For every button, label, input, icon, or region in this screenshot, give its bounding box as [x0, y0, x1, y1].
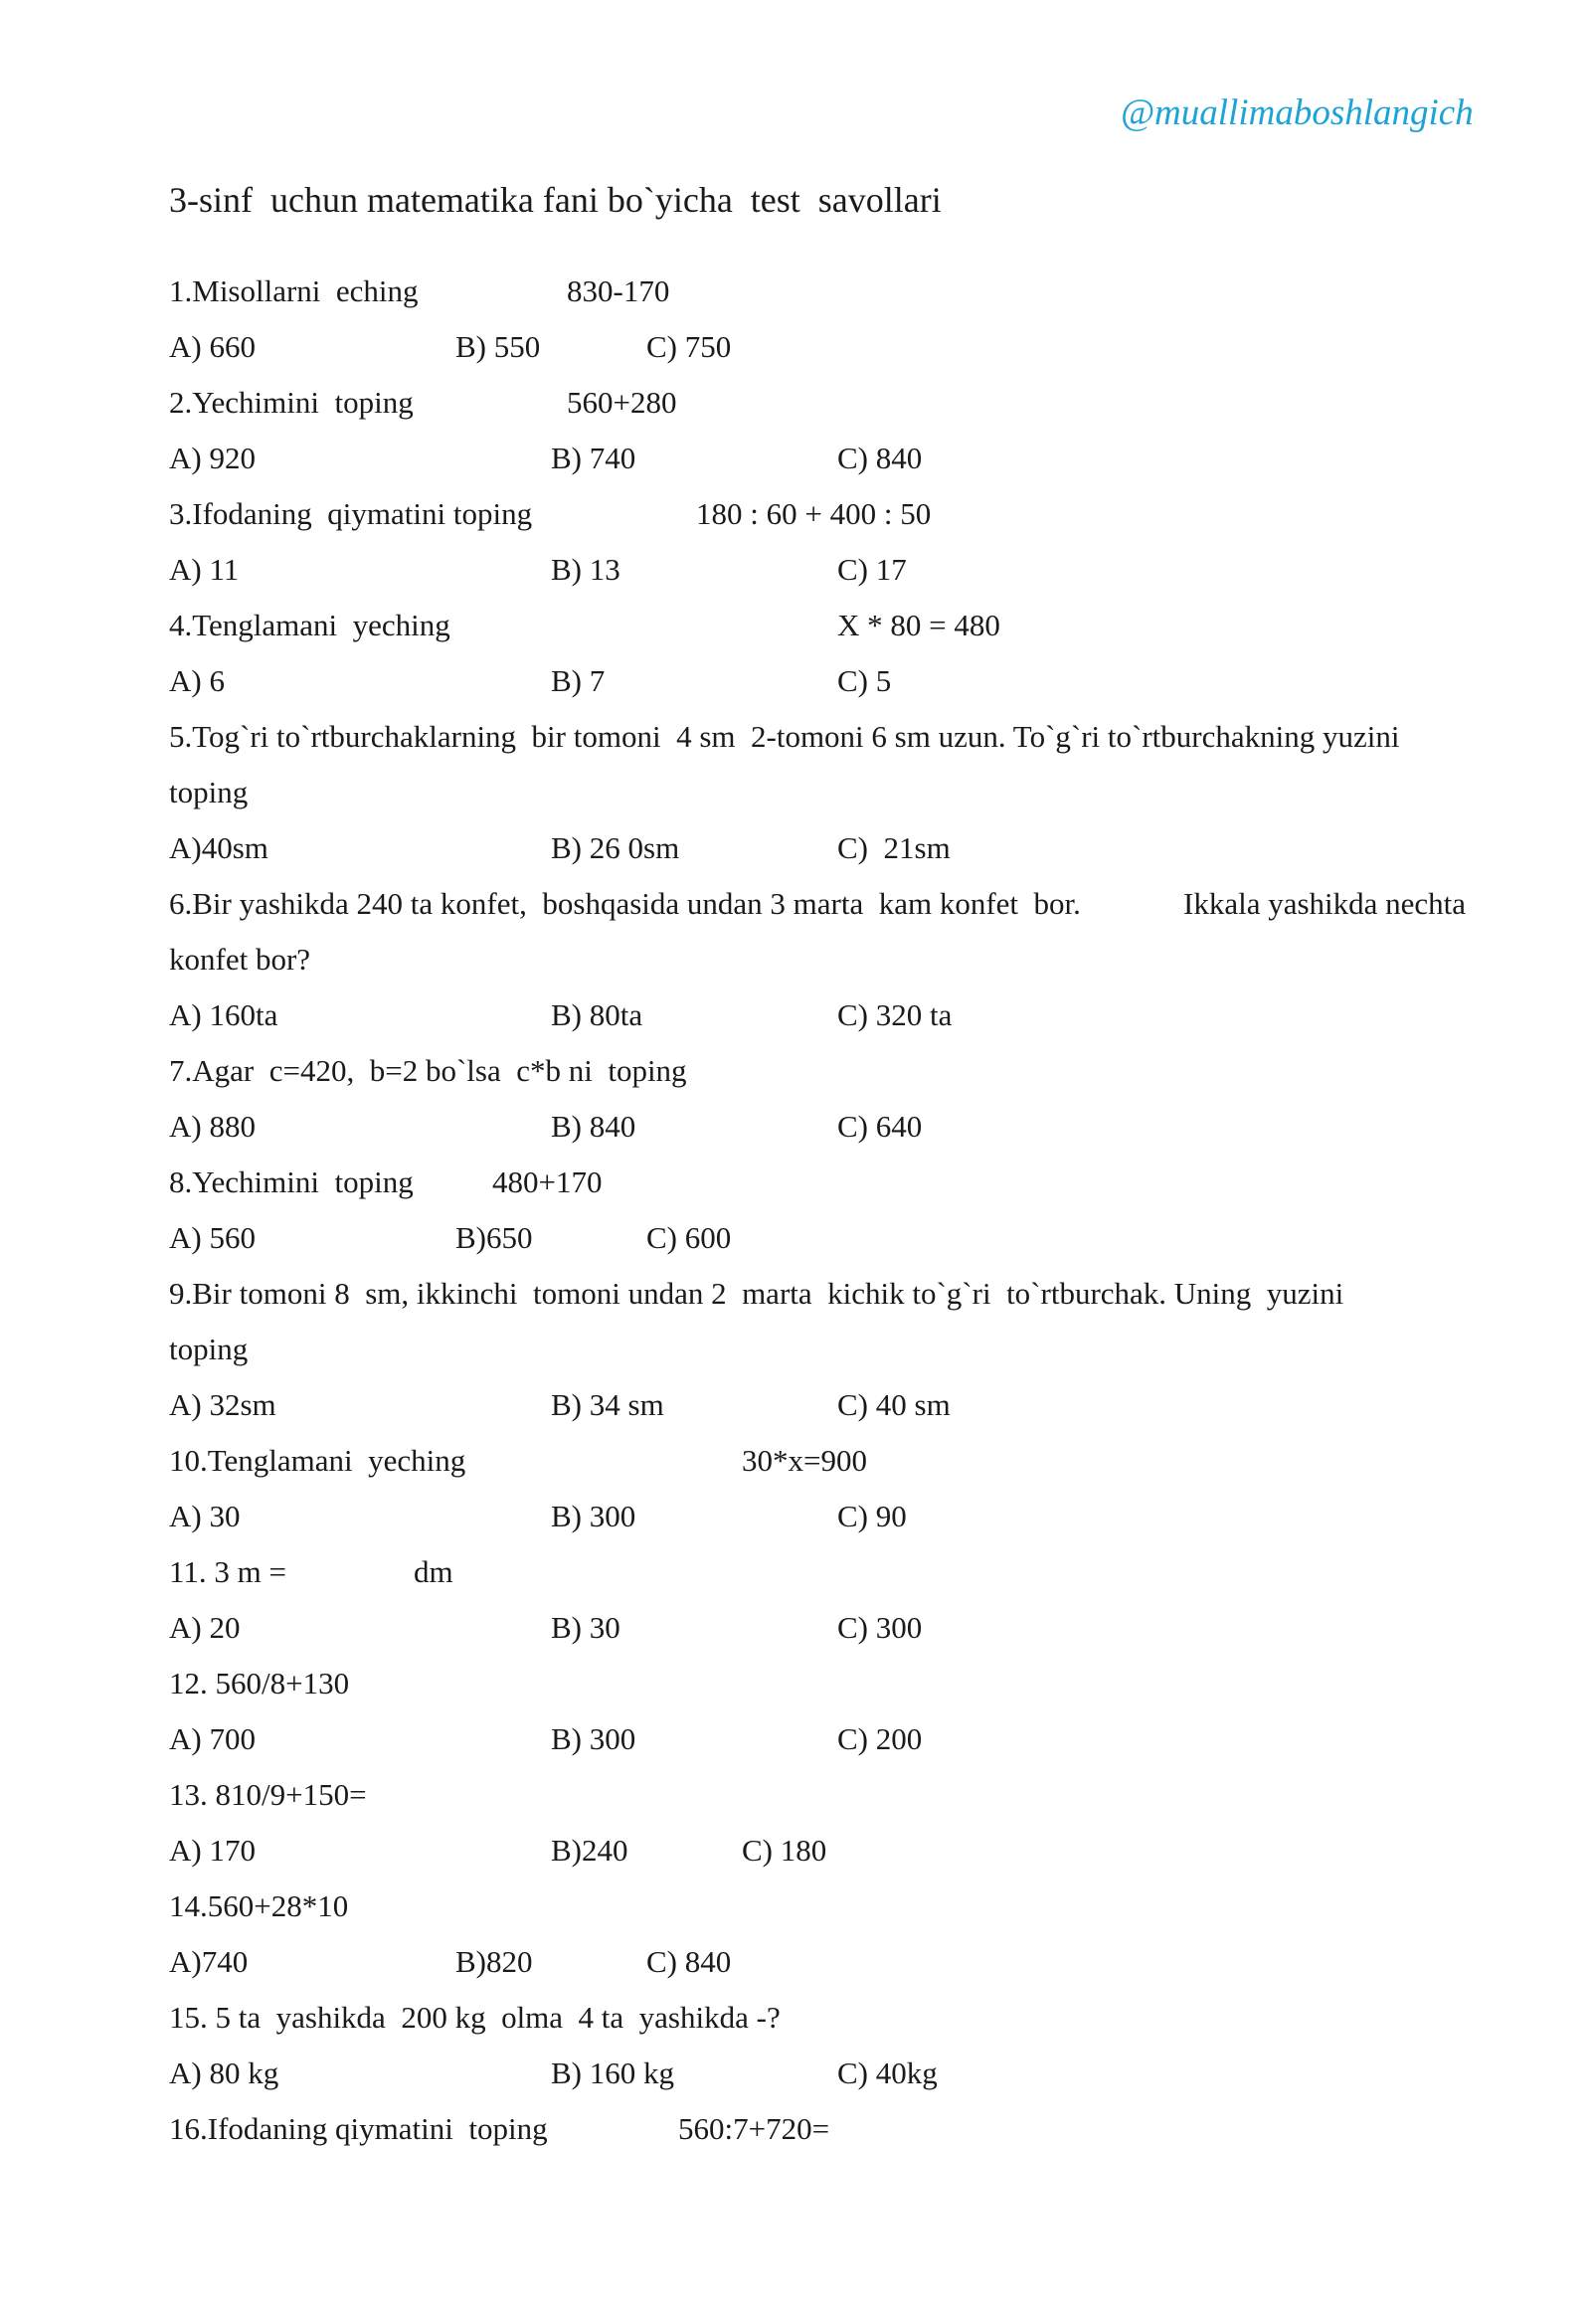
question-text: Ikkala yashikda nechta — [1183, 886, 1467, 921]
question-15 — [169, 1990, 1472, 2046]
answer-c: C) 200 — [837, 1721, 923, 1756]
question-5-cont — [169, 765, 1472, 820]
answers-8 — [169, 1210, 1472, 1266]
answer-b: B) 13 — [551, 552, 620, 587]
answer-c: C) 640 — [837, 1109, 923, 1144]
answer-b: B) 300 — [551, 1721, 636, 1756]
question-expression: 830-170 — [567, 273, 670, 308]
question-text: 16.Ifodaning qiymatini toping — [169, 2111, 548, 2146]
answer-a: A) 11 — [169, 552, 240, 587]
answer-c: C) 300 — [837, 1610, 923, 1645]
answer-c: C) 750 — [646, 329, 732, 364]
question-10 — [169, 1433, 1472, 1489]
answers-15 — [169, 2046, 1472, 2101]
question-9 — [169, 1266, 1472, 1322]
question-text: 13. 810/9+150= — [169, 1777, 367, 1812]
question-text: 1.Misollarni eching — [169, 273, 419, 308]
answer-b: B) 840 — [551, 1109, 636, 1144]
question-5 — [169, 709, 1472, 765]
question-1 — [169, 264, 1472, 319]
answers-11 — [169, 1600, 1472, 1656]
question-text: 10.Tenglamani yeching — [169, 1443, 466, 1478]
question-expression: 480+170 — [492, 1164, 603, 1199]
answer-a: A) 160ta — [169, 997, 278, 1032]
answers-3 — [169, 542, 1472, 598]
answer-a: A) 170 — [169, 1833, 256, 1868]
watermark-handle: @muallimaboshlangich — [1121, 92, 1474, 133]
answers-10 — [169, 1489, 1472, 1544]
answer-c: C) 320 ta — [837, 997, 953, 1032]
question-3 — [169, 486, 1472, 542]
question-text: 11. 3 m = — [169, 1554, 286, 1589]
question-text: 6.Bir yashikda 240 ta konfet, boshqasida undan 3 marta kam konfet bor. — [169, 886, 1081, 921]
answers-13 — [169, 1823, 1472, 1878]
answer-b: B)820 — [455, 1944, 533, 1979]
document-title: 3-sinf uchun matematika fani bo`yicha test savollari — [169, 180, 942, 220]
answers-14 — [169, 1934, 1472, 1990]
answer-a: A) 880 — [169, 1109, 256, 1144]
answer-c: C) 840 — [646, 1944, 732, 1979]
question-text: 2.Yechimini toping — [169, 385, 414, 420]
answer-a: A) 560 — [169, 1220, 256, 1255]
answer-c: C) 21sm — [837, 830, 951, 865]
answer-b: B) 300 — [551, 1499, 636, 1533]
answer-b: B) 26 0sm — [551, 830, 680, 865]
answer-c: C) 600 — [646, 1220, 732, 1255]
answer-a: A) 32sm — [169, 1387, 276, 1422]
answers-4 — [169, 653, 1472, 709]
answer-a: A) 920 — [169, 441, 256, 475]
question-4 — [169, 598, 1472, 653]
answer-a: A) 700 — [169, 1721, 256, 1756]
question-2 — [169, 375, 1472, 431]
question-unit: dm — [414, 1554, 453, 1589]
question-expression: 180 : 60 + 400 : 50 — [696, 496, 932, 531]
answer-c: C) 5 — [837, 663, 892, 698]
question-16 — [169, 2101, 1472, 2157]
question-text: 9.Bir tomoni 8 sm, ikkinchi tomoni undan 2 marta kichik to`g`ri to`rtburchak. Uning yuzini — [169, 1276, 1344, 1311]
answers-12 — [169, 1711, 1472, 1767]
answers-1 — [169, 319, 1472, 375]
question-7 — [169, 1043, 1472, 1099]
answer-b: B) 740 — [551, 441, 636, 475]
question-text: 3.Ifodaning qiymatini toping — [169, 496, 533, 531]
question-text: 5.Tog`ri to`rtburchaklarning bir tomoni 4 sm 2-tomoni 6 sm uzun. To`g`ri to`rtburchakning yuzini — [169, 719, 1400, 754]
question-expression: X * 80 = 480 — [837, 608, 1000, 642]
answer-b: B) 7 — [551, 663, 606, 698]
answer-a: A)40sm — [169, 830, 268, 865]
answer-c: C) 840 — [837, 441, 923, 475]
question-text: 14.560+28*10 — [169, 1888, 349, 1923]
answer-a: A) 6 — [169, 663, 225, 698]
answer-b: B) 30 — [551, 1610, 620, 1645]
question-expression: 560:7+720= — [678, 2111, 830, 2146]
answer-c: C) 180 — [742, 1833, 827, 1868]
question-expression: 30*x=900 — [742, 1443, 867, 1478]
answers-5 — [169, 820, 1472, 876]
answer-b: B) 550 — [455, 329, 541, 364]
question-text: toping — [169, 775, 249, 809]
answer-a: A) 80 kg — [169, 2056, 279, 2090]
question-text: 8.Yechimini toping — [169, 1164, 414, 1199]
answer-b: B)650 — [455, 1220, 533, 1255]
answer-c: C) 17 — [837, 552, 907, 587]
question-6-cont — [169, 932, 1472, 987]
answer-b: B) 34 sm — [551, 1387, 664, 1422]
answers-9 — [169, 1377, 1472, 1433]
answers-6 — [169, 987, 1472, 1043]
answers-7 — [169, 1099, 1472, 1155]
question-text: toping — [169, 1332, 249, 1366]
question-14 — [169, 1878, 1472, 1934]
question-text: 7.Agar c=420, b=2 bo`lsa c*b ni toping — [169, 1053, 687, 1088]
answer-a: A) 20 — [169, 1610, 241, 1645]
answer-c: C) 40kg — [837, 2056, 938, 2090]
answer-b: B) 160 kg — [551, 2056, 674, 2090]
question-text: 12. 560/8+130 — [169, 1666, 350, 1700]
question-9-cont — [169, 1322, 1472, 1377]
answer-a: A)740 — [169, 1944, 249, 1979]
question-12 — [169, 1656, 1472, 1711]
question-expression: 560+280 — [567, 385, 677, 420]
question-8 — [169, 1155, 1472, 1210]
answers-2 — [169, 431, 1472, 486]
question-text: 4.Tenglamani yeching — [169, 608, 450, 642]
question-text: 15. 5 ta yashikda 200 kg olma 4 ta yashikda -? — [169, 2000, 781, 2035]
question-11 — [169, 1544, 1472, 1600]
answer-c: C) 90 — [837, 1499, 907, 1533]
answer-b: B)240 — [551, 1833, 628, 1868]
question-text: konfet bor? — [169, 942, 311, 977]
answer-a: A) 30 — [169, 1499, 241, 1533]
answer-c: C) 40 sm — [837, 1387, 951, 1422]
test-questions — [169, 264, 1472, 2157]
question-13 — [169, 1767, 1472, 1823]
answer-b: B) 80ta — [551, 997, 643, 1032]
answer-a: A) 660 — [169, 329, 256, 364]
question-6 — [169, 876, 1472, 932]
